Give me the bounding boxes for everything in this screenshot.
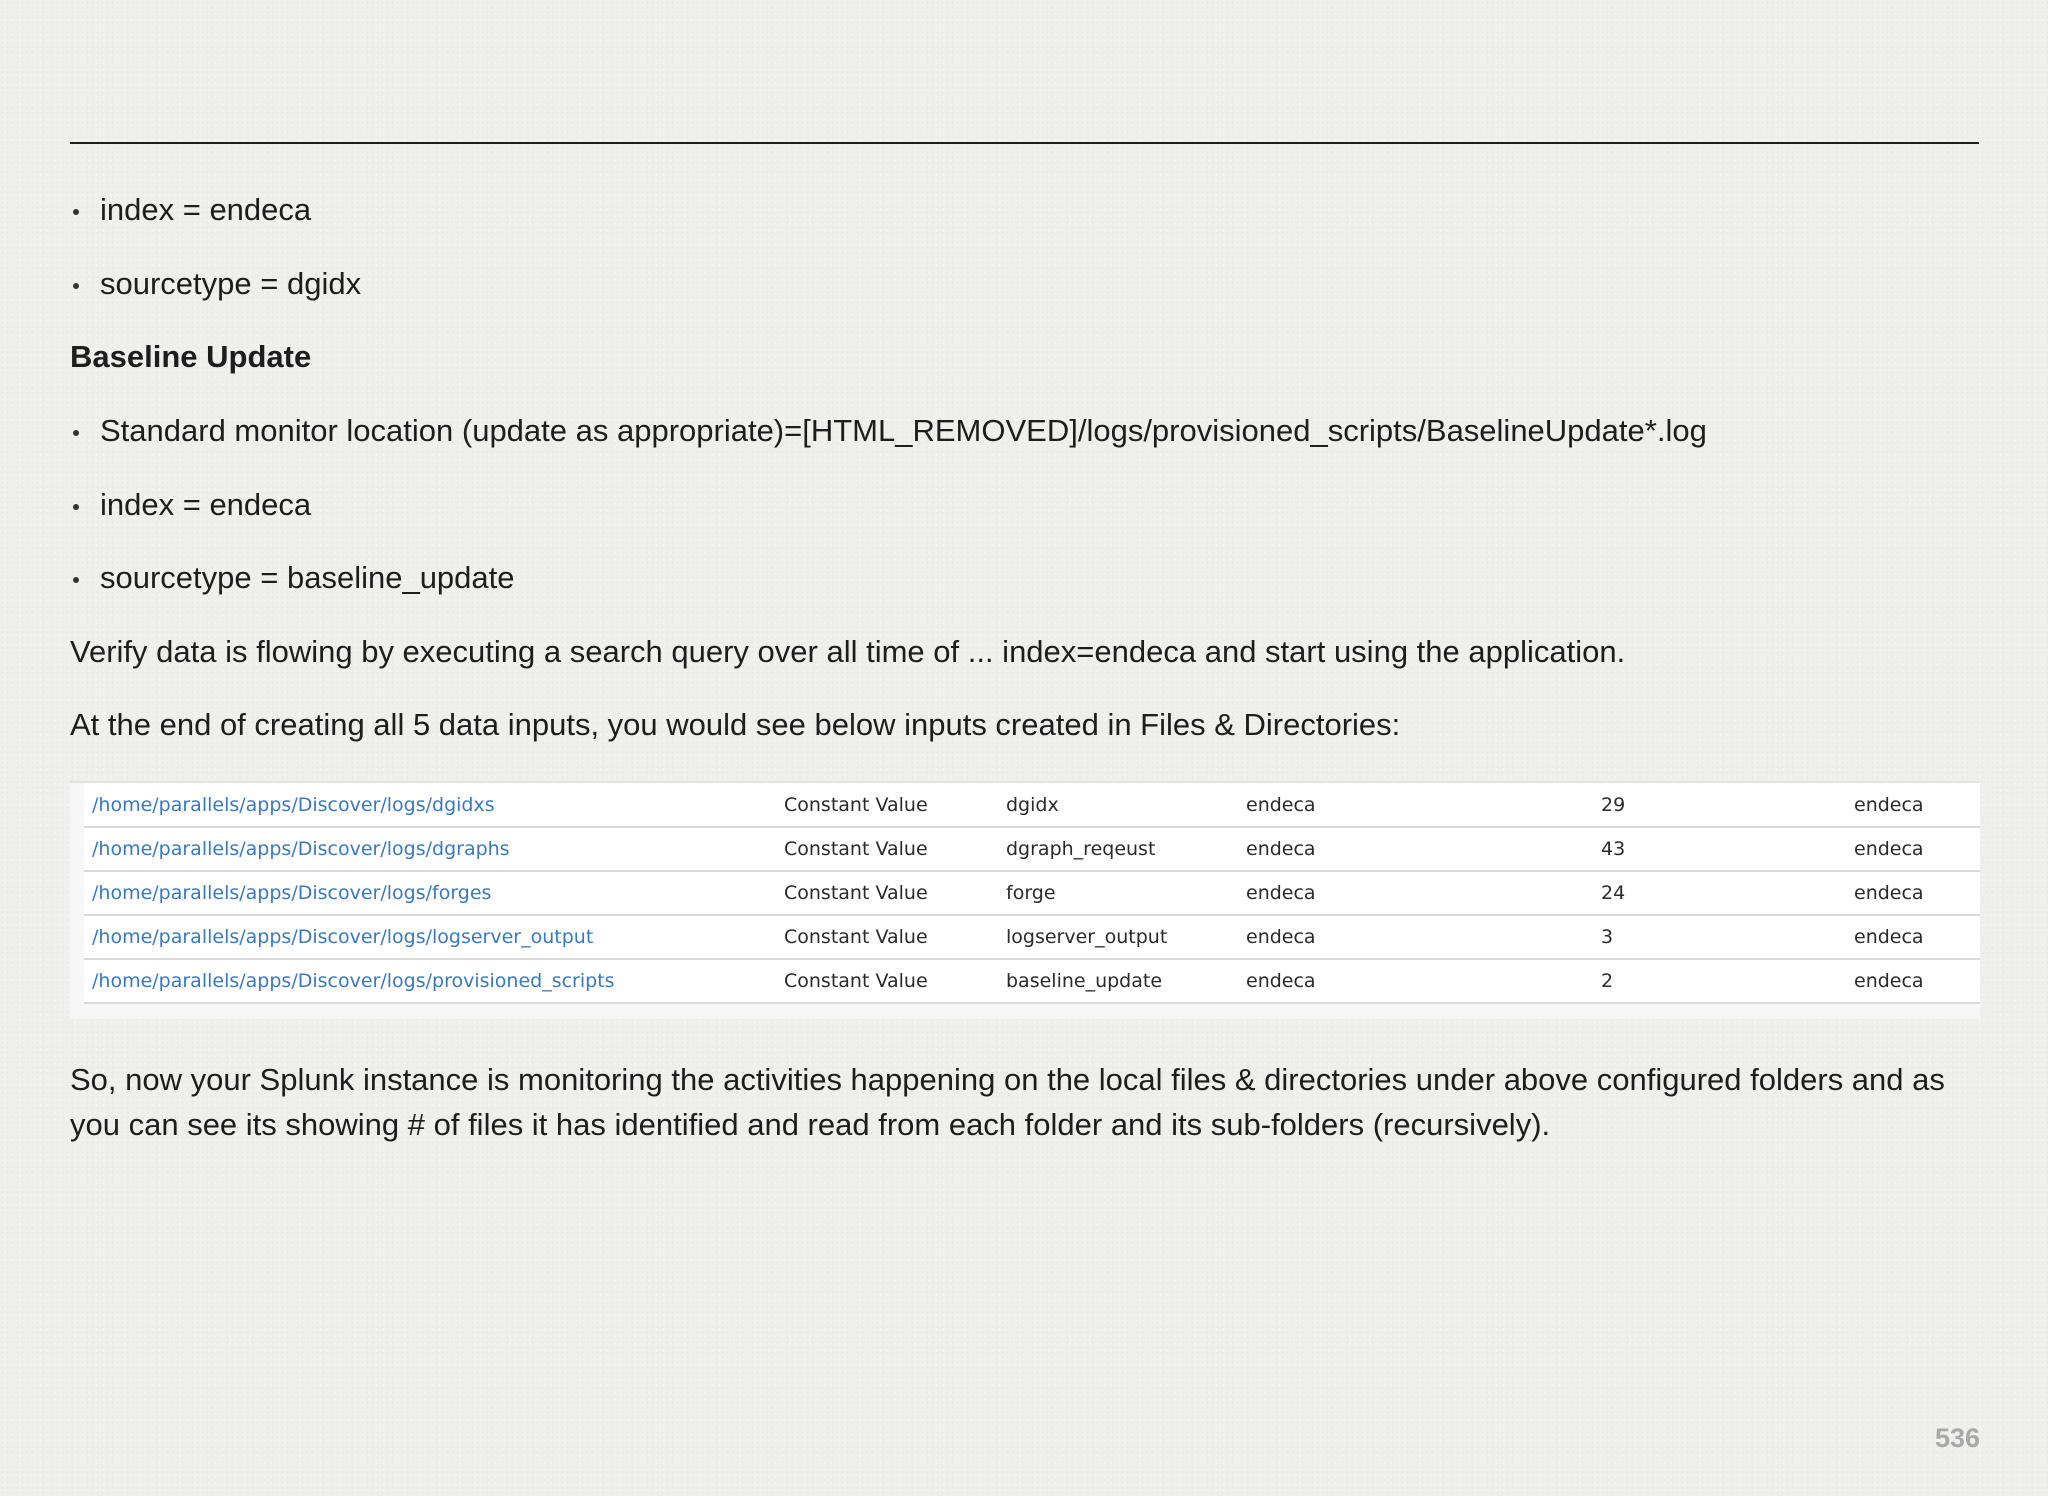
app-cell: endeca	[1854, 793, 1924, 816]
set-host-type: Constant Value	[784, 793, 928, 816]
bullet-icon	[73, 430, 79, 436]
table-row	[84, 915, 1980, 959]
app-cell: endeca	[1854, 882, 1924, 904]
table-row	[84, 959, 1980, 1003]
inputs-intro-paragraph: At the end of creating all 5 data inputs, you would see below inputs created in Files & Directories:	[70, 707, 1401, 742]
index-cell: endeca	[1246, 970, 1316, 992]
bullet-item-monitor-location: Standard monitor location (update as appropriate)=[HTML_REMOVED]/logs/provisioned_scripts/BaselineUpdate*.log	[70, 413, 1707, 449]
bullet-item-index-dgidx: index = endeca	[70, 192, 311, 228]
table-row	[84, 783, 1980, 827]
file-count-cell: 29	[1601, 793, 1626, 816]
index-cell: endeca	[1246, 882, 1316, 904]
summary-paragraph: So, now your Splunk instance is monitoring the activities happening on the local files & directories under above configured folders and as you can see its showing # of files it has identified and read from each folder and its sub-folders (recursively).	[70, 1062, 1945, 1142]
input-path-link[interactable]: /home/parallels/apps/Discover/logs/dgraphs	[92, 838, 510, 860]
file-count-cell: 43	[1601, 838, 1626, 860]
bullet-icon	[73, 504, 79, 510]
sourcetype-cell: dgraph_reqeust	[1006, 838, 1156, 860]
verify-paragraph: Verify data is flowing by executing a search query over all time of ... index=endeca and start using the application.	[70, 634, 1626, 669]
set-host-type: Constant Value	[784, 970, 928, 992]
bullet-item-index-baseline: index = endeca	[70, 487, 311, 523]
bullet-item-sourcetype-dgidx: sourcetype = dgidx	[70, 266, 361, 302]
index-cell: endeca	[1246, 926, 1316, 948]
app-cell: endeca	[1854, 926, 1924, 948]
bullet-icon	[73, 209, 79, 215]
input-path-link[interactable]: /home/parallels/apps/Discover/logs/dgidxs	[92, 793, 495, 816]
index-cell: endeca	[1246, 838, 1316, 860]
sourcetype-cell: dgidx	[1006, 793, 1059, 816]
file-count-cell: 3	[1601, 926, 1614, 948]
bullet-icon	[73, 283, 79, 289]
app-cell: endeca	[1854, 838, 1924, 860]
page-number: 536	[1934, 1423, 1980, 1453]
top-divider	[70, 142, 1979, 144]
table-row	[84, 871, 1980, 915]
input-path-link[interactable]: /home/parallels/apps/Discover/logs/logserver_output	[92, 926, 594, 948]
set-host-type: Constant Value	[784, 926, 928, 948]
input-path-link[interactable]: /home/parallels/apps/Discover/logs/forges	[92, 882, 492, 904]
sourcetype-cell: forge	[1006, 882, 1056, 904]
set-host-type: Constant Value	[784, 838, 928, 860]
bullet-item-sourcetype-baseline: sourcetype = baseline_update	[70, 560, 515, 596]
set-host-type: Constant Value	[784, 882, 928, 904]
table-row	[84, 827, 1980, 871]
sourcetype-cell: baseline_update	[1006, 970, 1163, 992]
file-count-cell: 24	[1601, 882, 1626, 904]
bullet-icon	[73, 577, 79, 583]
index-cell: endeca	[1246, 793, 1316, 816]
file-count-cell: 2	[1601, 970, 1614, 992]
data-inputs-screenshot	[70, 781, 1980, 1019]
input-path-link[interactable]: /home/parallels/apps/Discover/logs/provisioned_scripts	[92, 970, 615, 992]
data-inputs-table	[84, 783, 1980, 1004]
sourcetype-cell: logserver_output	[1006, 926, 1168, 948]
baseline-update-heading: Baseline Update	[70, 339, 312, 374]
app-cell: endeca	[1854, 970, 1924, 992]
